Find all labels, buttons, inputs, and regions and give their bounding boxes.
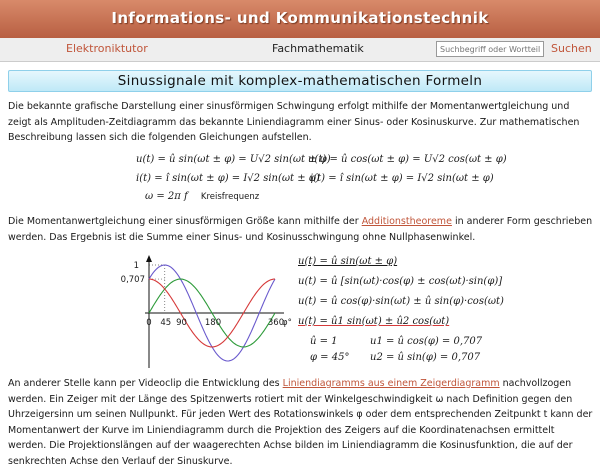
site-title: Informations- und Kommunikationstechnik xyxy=(111,9,489,27)
sine-chart xyxy=(120,254,294,376)
equation-omega xyxy=(145,191,259,202)
rhs-value-u1: u1 = û cos(φ) = 0,707 xyxy=(370,336,483,347)
rhs-equation-2: u(t) = û [sin(ωt)·cos(φ) ± cos(ωt)·sin(φ)] xyxy=(298,276,503,287)
y-axis-arrow xyxy=(146,255,152,262)
p3-text-after: nachvollzogen werden. Ein Zeiger mit der Länge des Spitzenwerts rotiert mit der Winkelgeschwindigkeit ω nach Definition gegen den Uhrzeigersinn um seinen Nullpunkt. Für jeden Wert des Rotationswinkels φ oder dem entsprechenden Zeitpunkt t kann der Momentanwert der Kurve im Liniendiagramm durch die Projektion des Zeigers auf die Koordinatenachsen ermittelt werden. Die Projektionslängen auf der waagerechten Achse bilden im Liniendiagramm die Kosinusfunktion, die auf der senkrechten Achse den Verlauf der Sinuskurve. xyxy=(8,378,593,467)
x-axis-label: φ° xyxy=(282,318,292,328)
p2-text-after: in anderer Form geschrieben werden. Das Ergebnis ist die Summe einer Sinus- und Kosinusschwingung ohne Nullphasenwinkel. xyxy=(8,216,593,243)
addition-theorem-paragraph xyxy=(8,214,594,245)
equation-omega-formula: ω = 2π f xyxy=(145,191,188,202)
equation-u-cos: u(t) = û cos(ωt ± φ) = U√2 cos(ωt ± φ) xyxy=(308,154,507,165)
nav-bar xyxy=(0,38,600,62)
x-tick-label-0: 0 xyxy=(146,318,152,328)
rhs-value-phi: φ = 45° xyxy=(310,352,350,363)
link-liniendiagramm-zeigerdiagramm[interactable]: Liniendiagramms aus einem Zeigerdiagramm xyxy=(282,378,500,389)
link-additionstheoreme[interactable]: Additionstheoreme xyxy=(361,216,452,227)
equation-i-sin-right: i(t) = î sin(ωt ± φ) = I√2 sin(ωt ± φ) xyxy=(310,173,494,184)
equation-omega-note: Kreisfrequenz xyxy=(200,192,260,202)
search-input[interactable] xyxy=(436,41,544,57)
y-tick-label-0707: 0,707 xyxy=(120,275,145,286)
x-tick-label-180: 180 xyxy=(204,318,222,328)
rhs-value-u-hat: û = 1 xyxy=(310,336,338,347)
p3-text-before: An anderer Stelle kann per Videoclip die Entwicklung des xyxy=(8,378,283,389)
x-tick-label-360: 360 xyxy=(267,318,285,328)
nav-link-fachmathematik[interactable]: Fachmathematik xyxy=(272,42,364,55)
intro-paragraph: Die bekannte grafische Darstellung einer sinusförmigen Schwingung erfolgt mithilfe der Momentanwertgleichung und zeigt als Amplituden-Zeitdiagramm das bekannte Liniendiagramm einer Sinus- oder Kosinuskurve. Zur mathematischen Beschreibung lassen sich die folgenden Gleichungen aufstellen. xyxy=(8,101,580,143)
nav-link-elektroniktutor[interactable]: Elektroniktutor xyxy=(66,42,148,55)
phasor-paragraph xyxy=(8,376,594,469)
page-heading-box xyxy=(8,70,592,92)
page-title: Sinussignale mit komplex-mathematischen Formeln xyxy=(117,73,483,89)
rhs-equation-3: u(t) = û cos(φ)·sin(ωt) ± û sin(φ)·cos(ωt) xyxy=(298,296,504,307)
sine-chart-svg xyxy=(120,254,294,376)
rhs-value-u2: u2 = û sin(φ) = 0,707 xyxy=(370,352,481,363)
p2-text-before: Die Momentanwertgleichung einer sinusförmigen Größe kann mithilfe der xyxy=(8,216,362,227)
rhs-equation-1 xyxy=(298,256,397,267)
site-header xyxy=(0,0,600,38)
rhs-equation-4-text: u(t) = û1 sin(ωt) ± û2 cos(ωt) xyxy=(298,316,450,327)
equation-i-sin-left: i(t) = î sin(ωt ± φ) = I√2 sin(ωt ± φ) xyxy=(136,173,320,184)
search-button[interactable]: Suchen xyxy=(551,42,592,55)
rhs-equation-1-text: u(t) = û sin(ωt ± φ) xyxy=(298,256,398,267)
y-tick-label-1: 1 xyxy=(133,261,139,271)
rhs-equation-4 xyxy=(298,316,449,327)
x-tick-label-45: 45 xyxy=(160,318,172,328)
x-tick-label-90: 90 xyxy=(176,318,187,328)
equation-u-sin: u(t) = û sin(ωt ± φ) = U√2 sin(ωt ± φ) xyxy=(136,154,331,165)
